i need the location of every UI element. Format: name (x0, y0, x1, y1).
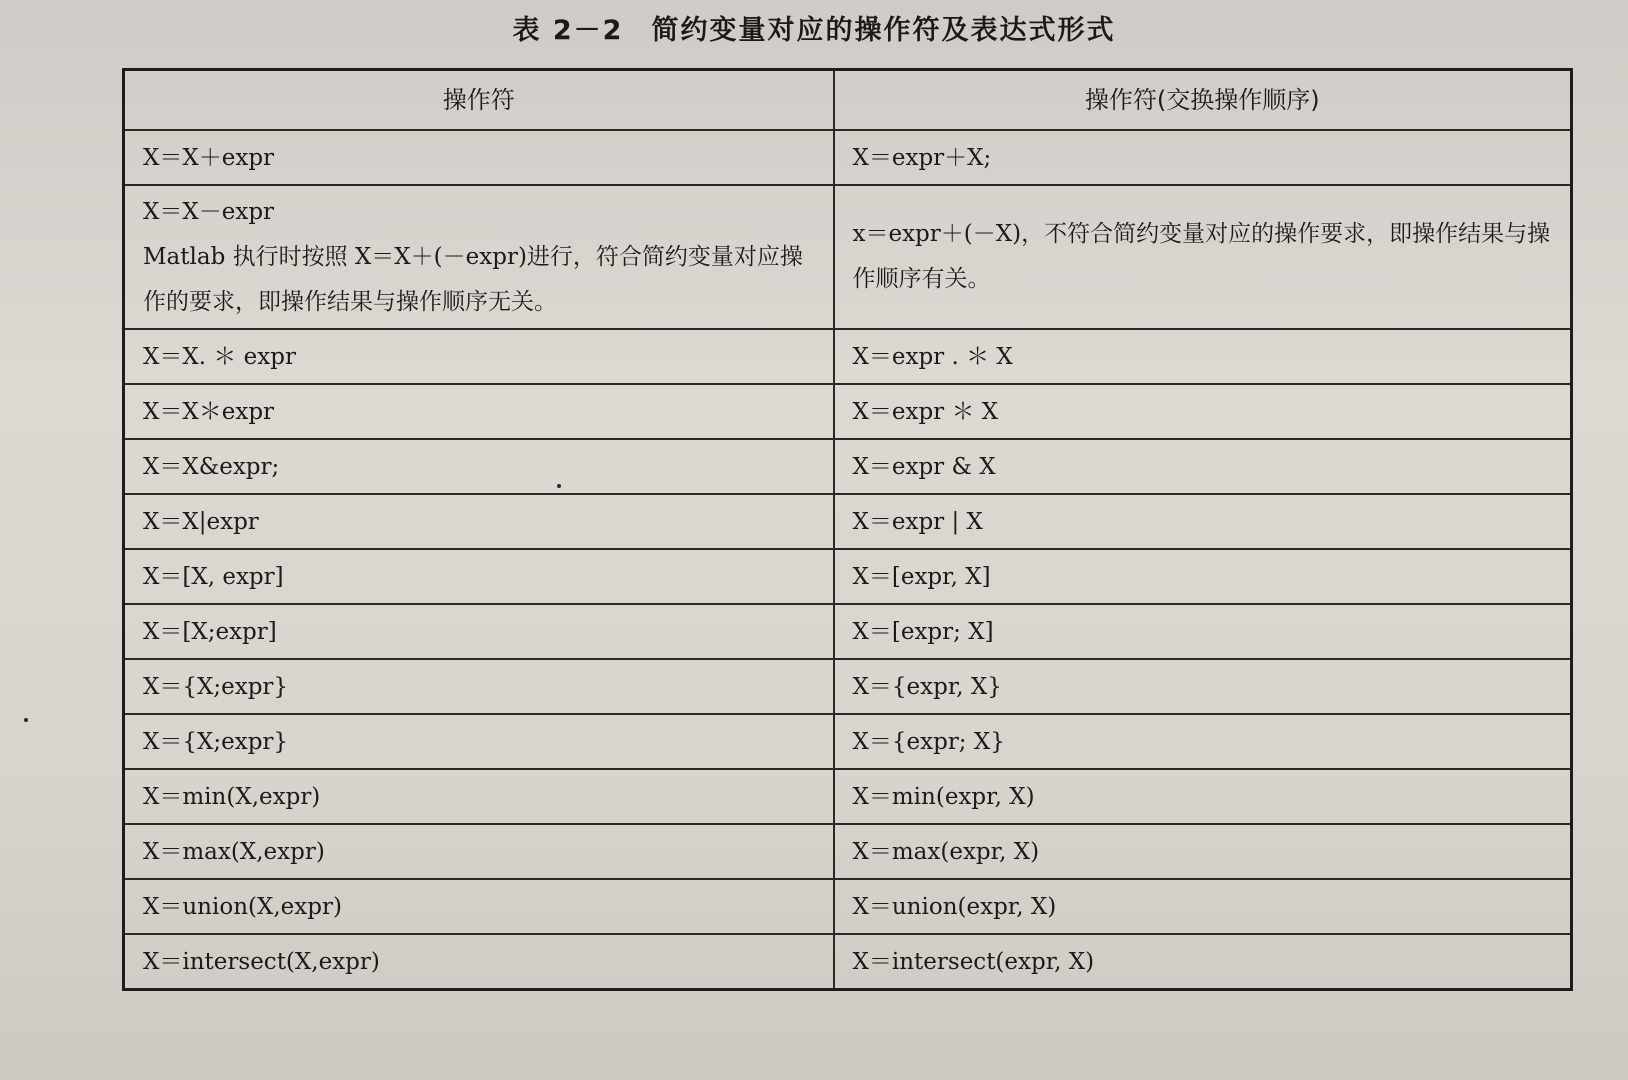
operator-cell: X＝min(X,expr) (124, 769, 834, 824)
print-speck (24, 718, 28, 722)
table-caption (0, 8, 1628, 47)
swapped-operator-cell: X＝expr & X (834, 439, 1572, 494)
table-row (124, 384, 1572, 439)
swapped-operator-cell: X＝[expr, X] (834, 549, 1572, 604)
operator-cell: X＝[X;expr] (124, 604, 834, 659)
operator-cell: X＝X－expr Matlab 执行时按照 X＝X＋(－expr)进行，符合简约变量对应操作的要求，即操作结果与操作顺序无关。 (124, 185, 834, 329)
swapped-operator-cell: X＝expr . ＊ X (834, 329, 1572, 384)
swapped-operator-cell: X＝expr＋X; (834, 130, 1572, 185)
operator-cell: X＝X＋expr (124, 130, 834, 185)
operator-cell: X＝[X, expr] (124, 549, 834, 604)
table-row (124, 494, 1572, 549)
swapped-operator-cell: x＝expr＋(－X)，不符合简约变量对应的操作要求，即操作结果与操作顺序有关。 (834, 185, 1572, 329)
operator-cell: X＝X＊expr (124, 384, 834, 439)
table-row (124, 879, 1572, 934)
table-row (124, 934, 1572, 990)
table-number: 表 2－2 (512, 15, 624, 46)
table-row (124, 130, 1572, 185)
operator-cell: X＝{X;expr} (124, 714, 834, 769)
operator-cell: X＝union(X,expr) (124, 879, 834, 934)
table-row (124, 604, 1572, 659)
operator-cell: X＝X|expr (124, 494, 834, 549)
operator-cell: X＝{X;expr} (124, 659, 834, 714)
operator-table (122, 68, 1573, 991)
table-row (124, 659, 1572, 714)
header-operator: 操作符 (124, 70, 834, 131)
table-row (124, 439, 1572, 494)
table-title: 简约变量对应的操作符及表达式形式 (651, 15, 1116, 46)
operator-cell: X＝X. ＊ expr (124, 329, 834, 384)
table-header-row (124, 70, 1572, 131)
swapped-operator-cell: X＝expr ＊ X (834, 384, 1572, 439)
swapped-operator-cell: X＝{expr; X} (834, 714, 1572, 769)
table-row (124, 549, 1572, 604)
table-row (124, 185, 1572, 329)
swapped-operator-cell: X＝union(expr, X) (834, 879, 1572, 934)
table-row (124, 329, 1572, 384)
operator-cell: X＝intersect(X,expr) (124, 934, 834, 990)
swapped-operator-cell: X＝intersect(expr, X) (834, 934, 1572, 990)
table-row (124, 824, 1572, 879)
table-row (124, 769, 1572, 824)
swapped-operator-cell: X＝min(expr, X) (834, 769, 1572, 824)
swapped-operator-cell: X＝expr | X (834, 494, 1572, 549)
operator-cell: X＝X&expr; (124, 439, 834, 494)
swapped-operator-cell: X＝[expr; X] (834, 604, 1572, 659)
operator-cell: X＝max(X,expr) (124, 824, 834, 879)
swapped-operator-cell: X＝{expr, X} (834, 659, 1572, 714)
table-row (124, 714, 1572, 769)
print-speck (557, 484, 561, 488)
header-operator-swapped: 操作符(交换操作顺序) (834, 70, 1572, 131)
swapped-operator-cell: X＝max(expr, X) (834, 824, 1572, 879)
